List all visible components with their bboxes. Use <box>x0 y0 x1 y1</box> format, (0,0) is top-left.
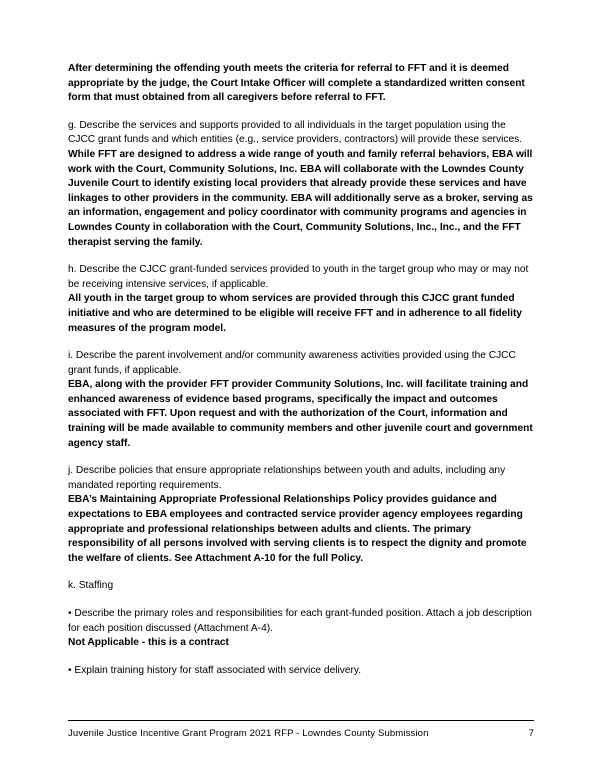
heading-item-k-staffing: k. Staffing <box>68 580 114 592</box>
paragraph-item-j-prompt: j. Describe policies that ensure appropriate relationships between youth and adults, including any mandated reporting requirements. <box>68 465 506 491</box>
paragraph-item-h-answer: All youth in the target group to whom services are provided through this CJCC grant funded initiative and who are determined to be eligible will receive FFT and in adherence to all fidelity measures of the program model. <box>68 293 523 334</box>
paragraph-item-h-prompt: h. Describe the CJCC grant-funded services provided to youth in the target group who may or may not be receiving intensive services, if applicable. <box>68 264 529 290</box>
document-body <box>68 62 534 678</box>
bullet-1-prompt: • Describe the primary roles and responsibilities for each grant-funded position. Attach a job description for each position discussed (Attachment A-4). <box>68 608 532 634</box>
paragraph-item-i-prompt: i. Describe the parent involvement and/or community awareness activities provided using the CJCC grant funds, if applicable. <box>68 350 516 376</box>
paragraph-item-i-answer: EBA, along with the provider FFT provider Community Solutions, Inc. will facilitate training and enhanced awareness of evidence based programs, specifically the impact and outcomes associated with FFT. Upon request and with the authorization of the Court, information and training will be made available to community members and other juvenile court and government agency staff. <box>68 379 533 449</box>
paragraph-intro-bold: After determining the offending youth meets the criteria for referral to FFT and it is deemed appropriate by the judge, the Court Intake Officer will complete a standardized written consent form that must obtained from all caregivers before referral to FFT. <box>68 63 525 104</box>
page-footer <box>68 720 534 739</box>
paragraph-item-g-answer: While FFT are designed to address a wide range of youth and family referral behaviors, EBA will work with the Court, Community Solutions, Inc. EBA will collaborate with the Lowndes County Juvenile Court to identify existing local providers that already provide these services and have linkages to other providers in the community. EBA will additionally serve as a broker, serving as an information, engagement and policy coordinator with community programs and agencies in Lowndes County in collaboration with the Court, Community Solutions, Inc., Inc., and the FFT therapist serving the family. <box>68 148 533 248</box>
bullet-2-prompt: • Explain training history for staff associated with service delivery. <box>68 664 362 676</box>
paragraph-item-j-answer: EBA’s Maintaining Appropriate Professional Relationships Policy provides guidance and expectations to EBA employees and contracted service provider agency employees regarding appropriate and professional relationships between adults and clients. The primary responsibility of all persons involved with serving clients is to respect the dignity and promote the welfare of clients. See Attachment A-10 for the full Policy. <box>68 494 527 564</box>
footer-title: Juvenile Justice Incentive Grant Program 2021 RFP - Lowndes County Submission <box>68 728 429 739</box>
paragraph-item-g-prompt: g. Describe the services and supports provided to all individuals in the target population using the CJCC grant funds and which entities (e.g., service providers, contractors) will provide these services. <box>68 119 523 146</box>
bullet-1-answer: Not Applicable - this is a contract <box>68 637 229 649</box>
footer-page-number: 7 <box>528 728 534 739</box>
